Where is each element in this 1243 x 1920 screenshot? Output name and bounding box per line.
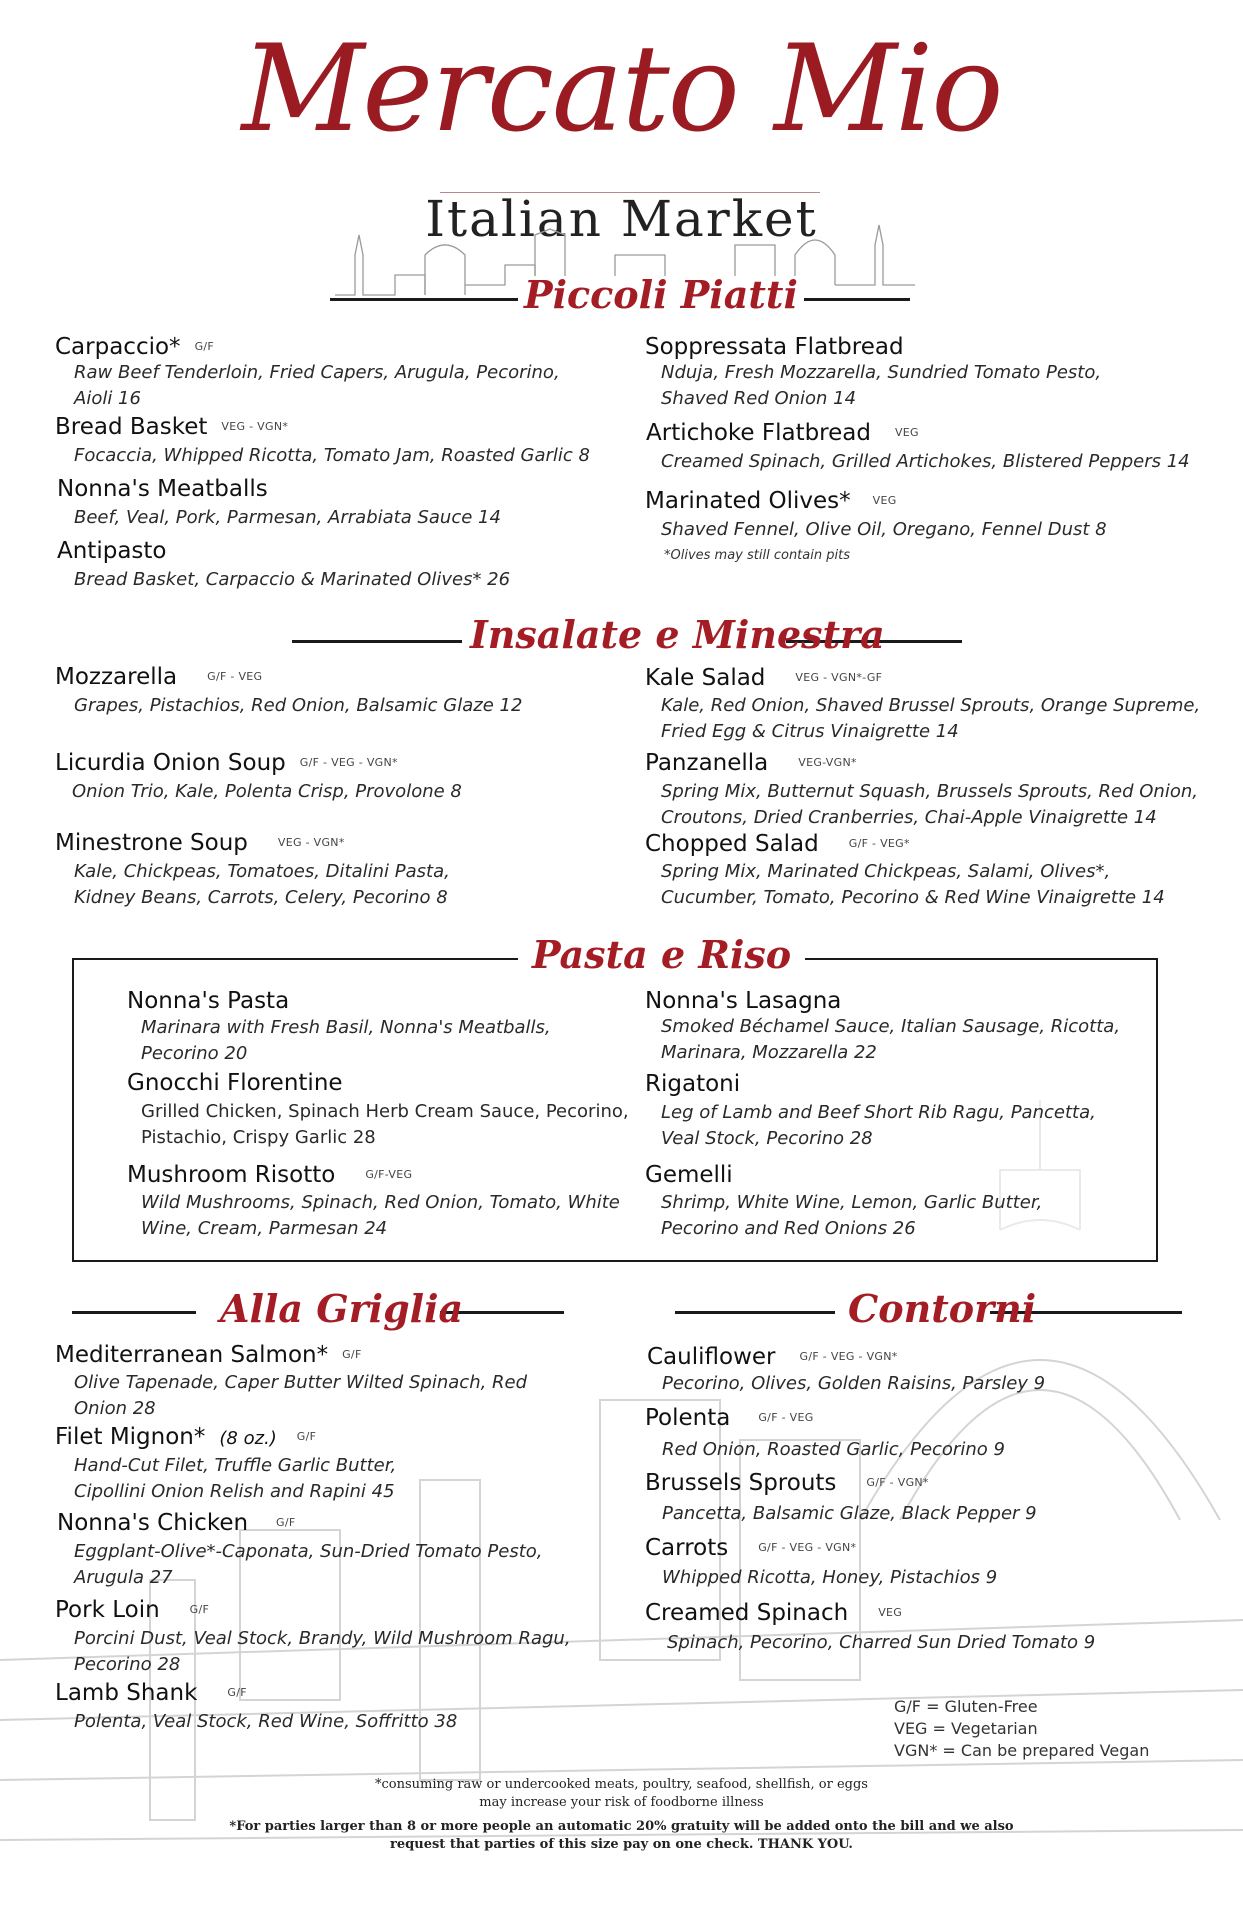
item-description: Grapes, Pistachios, Red Onion, Balsamic Glaze 12 <box>74 695 523 716</box>
item-name: Panzanella <box>645 750 769 776</box>
item-name: Mozzarella <box>55 664 178 690</box>
menu-item-mediterranean-salmon <box>55 1342 362 1370</box>
item-description: Eggplant-Olive*-Caponata, Sun-Dried Tomato Pesto, Arugula 27 <box>74 1541 543 1588</box>
menu-item-mozzarella <box>55 664 262 692</box>
item-description: Red Onion, Roasted Garlic, Pecorino 9 <box>662 1439 1005 1460</box>
item-name: Marinated Olives* <box>645 488 851 514</box>
dietary-tag: G/F - VGN* <box>866 1476 929 1489</box>
item-description: Smoked Béchamel Sauce, Italian Sausage, Ricotta, Marinara, Mozzarella 22 <box>661 1016 1121 1063</box>
item-description: Pancetta, Balsamic Glaze, Black Pepper 9 <box>662 1503 1037 1524</box>
item-description: Kale, Chickpeas, Tomatoes, Ditalini Pasta, Kidney Beans, Carrots, Celery, Pecorino 8 <box>74 861 450 908</box>
item-description: Whipped Ricotta, Honey, Pistachios 9 <box>662 1567 998 1588</box>
item-description: Spinach, Pecorino, Charred Sun Dried Tomato 9 <box>667 1632 1096 1653</box>
portion-size: (8 oz.) <box>219 1428 277 1449</box>
item-name: Filet Mignon* <box>55 1424 206 1450</box>
section-title-alla-griglia: Alla Griglia <box>220 1286 464 1331</box>
item-name: Polenta <box>645 1405 731 1431</box>
item-name: Gnocchi Florentine <box>127 1070 343 1096</box>
menu-item-carpaccio <box>55 334 214 362</box>
foodborne-warning: *consuming raw or undercooked meats, poultry, seafood, shellfish, or eggs may increase your risk of foodborne illness <box>375 1777 868 1810</box>
menu-item-rigatoni <box>645 1071 740 1099</box>
gratuity-notice: *For parties larger than 8 or more people an automatic 20% gratuity will be added onto the bill and we also request that parties of this size pay on one check. THANK YOU. <box>229 1819 1014 1852</box>
item-name: Soppressata Flatbread <box>645 334 904 360</box>
item-description: Creamed Spinach, Grilled Artichokes, Blistered Peppers 14 <box>661 451 1190 472</box>
item-description: Onion Trio, Kale, Polenta Crisp, Provolone 8 <box>72 781 462 802</box>
item-name: Licurdia Onion Soup <box>55 750 286 776</box>
dietary-tag: G/F <box>296 1430 317 1443</box>
menu-item-carrots <box>645 1535 856 1563</box>
item-description: Leg of Lamb and Beef Short Rib Ragu, Pancetta, Veal Stock, Pecorino 28 <box>661 1102 1096 1149</box>
menu-item-soppressata-flatbread <box>645 334 904 362</box>
item-name: Nonna's Chicken <box>57 1510 249 1536</box>
dietary-tag: VEG <box>872 494 897 507</box>
item-description: Wild Mushrooms, Spinach, Red Onion, Tomato, White Wine, Cream, Parmesan 24 <box>141 1192 620 1239</box>
item-name: Creamed Spinach <box>645 1600 849 1626</box>
item-description: Spring Mix, Butternut Squash, Brussels Sprouts, Red Onion, Croutons, Dried Cranberries, Chai-Apple Vinaigrette 14 <box>661 781 1198 828</box>
item-description: Focaccia, Whipped Ricotta, Tomato Jam, Roasted Garlic 8 <box>74 445 590 466</box>
dietary-tag: G/F <box>227 1686 247 1699</box>
item-name: Brussels Sprouts <box>645 1470 837 1496</box>
item-description: Olive Tapenade, Caper Butter Wilted Spinach, Red Onion 28 <box>74 1372 528 1419</box>
item-name: Gemelli <box>645 1162 733 1188</box>
item-name: Carpaccio* <box>55 334 181 360</box>
menu-item-gnocchi-florentine <box>127 1070 343 1098</box>
dietary-tag: G/F - VEG <box>758 1411 814 1424</box>
dietary-tag: G/F - VEG - VGN* <box>758 1541 857 1554</box>
item-description: Hand-Cut Filet, Truffle Garlic Butter, Cipollini Onion Relish and Rapini 45 <box>74 1455 397 1502</box>
dietary-tag: G/F - VEG <box>207 670 263 683</box>
item-name: Artichoke Flatbread <box>646 420 871 446</box>
item-name: Rigatoni <box>645 1071 741 1097</box>
dietary-tag: G/F <box>189 1603 210 1616</box>
dietary-tag: G/F-VEG <box>365 1168 413 1181</box>
item-description: Shrimp, White Wine, Lemon, Garlic Butter, Pecorino and Red Onions 26 <box>661 1192 1043 1239</box>
item-description: Spring Mix, Marinated Chickpeas, Salami, Olives*, Cucumber, Tomato, Pecorino & Red Wine Vinaigrette 14 <box>661 861 1165 908</box>
item-description: Marinara with Fresh Basil, Nonna's Meatballs, Pecorino 20 <box>141 1017 551 1064</box>
dietary-tag: VEG - VGN*-GF <box>795 671 883 684</box>
menu-item-nonnas-lasagna <box>645 988 841 1016</box>
item-description: Kale, Red Onion, Shaved Brussel Sprouts, Orange Supreme, Fried Egg & Citrus Vinaigrette 14 <box>661 695 1201 742</box>
dietary-tag: VEG <box>894 426 919 439</box>
dietary-tag: G/F <box>194 340 215 353</box>
menu-item-mushroom-risotto <box>127 1162 412 1190</box>
section-title-piccoli-piatti: Piccoli Piatti <box>518 276 804 314</box>
item-name: Pork Loin <box>55 1597 160 1623</box>
menu-item-chopped-salad <box>645 831 910 859</box>
menu-item-minestrone-soup <box>55 830 345 858</box>
menu-item-lamb-shank <box>55 1680 247 1708</box>
dietary-tag: G/F <box>342 1348 362 1361</box>
insalate-rule-left <box>292 640 462 643</box>
menu-item-panzanella <box>645 750 857 778</box>
legend-gluten-free: G/F = Gluten-Free <box>894 1697 1038 1716</box>
item-description: Nduja, Fresh Mozzarella, Sundried Tomato Pesto, Shaved Red Onion 14 <box>661 362 1102 409</box>
item-name: Nonna's Lasagna <box>645 988 842 1014</box>
menu-item-nonnas-meatballs <box>57 476 268 504</box>
item-description: Pecorino, Olives, Golden Raisins, Parsley 9 <box>662 1373 1046 1394</box>
dietary-tag: VEG <box>878 1606 903 1619</box>
dietary-tag: G/F - VEG - VGN* <box>799 1350 898 1363</box>
item-description: Shaved Fennel, Olive Oil, Oregano, Fennel Dust 8 <box>661 519 1107 540</box>
menu-item-nonnas-pasta <box>127 988 289 1016</box>
menu-item-nonnas-chicken <box>57 1510 296 1538</box>
menu-item-polenta <box>645 1405 814 1433</box>
item-name: Minestrone Soup <box>55 830 248 856</box>
item-name: Nonna's Pasta <box>127 988 290 1014</box>
legend-vegetarian: VEG = Vegetarian <box>894 1719 1038 1738</box>
item-description: Grilled Chicken, Spinach Herb Cream Sauce, Pecorino, Pistachio, Crispy Garlic 28 <box>141 1101 629 1148</box>
menu-item-artichoke-flatbread <box>646 420 919 448</box>
item-name: Chopped Salad <box>645 831 819 857</box>
contorni-rule-left <box>675 1311 835 1314</box>
menu-item-marinated-olives <box>645 488 897 516</box>
item-name: Kale Salad <box>645 665 766 691</box>
dietary-tag: VEG - VGN* <box>277 836 345 849</box>
dietary-tag: G/F - VEG* <box>848 837 910 850</box>
section-title-insalate-e-minestra: Insalate e Minestra <box>470 612 885 657</box>
item-name: Cauliflower <box>647 1344 776 1370</box>
dietary-legend <box>894 1696 1149 1762</box>
item-description: Beef, Veal, Pork, Parmesan, Arrabiata Sauce 14 <box>74 507 501 528</box>
menu-item-gemelli <box>645 1162 733 1190</box>
dietary-tag: VEG - VGN* <box>221 420 289 433</box>
brand-subtitle: Italian Market <box>425 190 818 248</box>
item-name: Bread Basket <box>55 414 208 440</box>
item-description: Polenta, Veal Stock, Red Wine, Soffritto 38 <box>74 1711 458 1732</box>
item-description: Raw Beef Tenderloin, Fried Capers, Arugula, Pecorino, Aioli 16 <box>74 362 560 409</box>
dietary-tag: G/F <box>276 1516 296 1529</box>
item-description: Bread Basket, Carpaccio & Marinated Olives* 26 <box>74 569 511 590</box>
section-title-contorni: Contorni <box>848 1286 1037 1331</box>
menu-item-licurdia-onion-soup <box>55 750 398 778</box>
item-name: Lamb Shank <box>55 1680 198 1706</box>
legend-vegan: VGN* = Can be prepared Vegan <box>894 1741 1150 1760</box>
section-title-pasta-e-riso: Pasta e Riso <box>518 936 805 974</box>
dietary-tag: VEG-VGN* <box>798 756 857 769</box>
menu-item-antipasto <box>57 538 167 566</box>
menu-item-brussels-sprouts <box>645 1470 929 1498</box>
item-name: Carrots <box>645 1535 729 1561</box>
item-name: Antipasto <box>57 538 167 564</box>
menu-item-kale-salad <box>645 665 882 693</box>
item-name: Nonna's Meatballs <box>57 476 268 502</box>
item-name: Mediterranean Salmon* <box>55 1342 329 1368</box>
brand-logo: Mercato Mio <box>241 20 1002 159</box>
menu-item-pork-loin <box>55 1597 209 1625</box>
griglia-rule-left <box>72 1311 196 1314</box>
item-description: Porcini Dust, Veal Stock, Brandy, Wild Mushroom Ragu, Pecorino 28 <box>74 1628 571 1675</box>
item-name: Mushroom Risotto <box>127 1162 336 1188</box>
menu-item-bread-basket <box>55 414 288 442</box>
dietary-tag: G/F - VEG - VGN* <box>299 756 398 769</box>
menu-item-creamed-spinach <box>645 1600 902 1628</box>
olives-note: *Olives may still contain pits <box>664 548 850 563</box>
menu-item-cauliflower <box>647 1344 898 1372</box>
menu-item-filet-mignon <box>55 1424 316 1452</box>
